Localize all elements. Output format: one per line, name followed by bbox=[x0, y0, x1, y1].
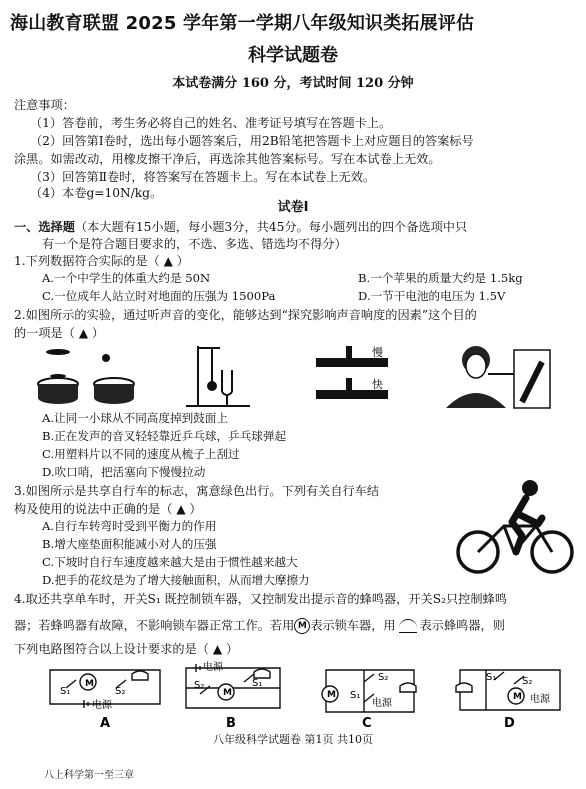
question-2-option-b: B.正在发声的音叉轻轻靠近乒乓球，乒乓球弹起 bbox=[42, 429, 287, 443]
question-1-option-b: B.一个苹果的质量大约是 1.5kg bbox=[358, 271, 523, 285]
notice-item-2-line-1: （2）回答第Ⅰ卷时，选出每小题答案后，用2B铅笔把答题卡上对应题目的答案标号 bbox=[30, 134, 474, 148]
part-intro-line-1 bbox=[14, 220, 467, 234]
circuit-c-label: C bbox=[362, 716, 372, 731]
exam-info: 本试卷满分 160 分，考试时间 120 分钟 bbox=[172, 76, 414, 91]
circuit-d-label: D bbox=[504, 716, 515, 731]
cyclist-icon bbox=[456, 478, 576, 578]
buzzer-symbol-icon bbox=[399, 619, 417, 633]
question-2-figures bbox=[0, 342, 586, 412]
section-heading: 试卷Ⅰ bbox=[277, 200, 309, 215]
question-2-stem-line-1: 2.如图所示的实验，通过听声音的变化，能够达到“探究影响声音响度的因素”这个目的 bbox=[14, 308, 477, 322]
question-3-stem-line-1: 3.如图所示是共享自行车的标志，寓意绿色出行。下列有关自行车结 bbox=[14, 484, 380, 498]
paren-close: ） bbox=[172, 254, 189, 268]
question-1-option-a: A.一个中学生的体重大约是 50N bbox=[42, 271, 211, 285]
circuit-c-s2: S₂ bbox=[378, 672, 389, 683]
circuit-a-motor: M bbox=[85, 679, 94, 689]
comb-scrape-figure bbox=[316, 345, 388, 399]
circuit-c bbox=[322, 670, 416, 712]
question-2-option-c: C.用塑料片以不同的速度从梳子上刮过 bbox=[42, 447, 240, 461]
circuit-d-s1: S₁ bbox=[486, 672, 497, 683]
paren-close: ） bbox=[222, 642, 239, 656]
answer-mark-icon: ▲ bbox=[176, 502, 186, 516]
circuit-b-s1: S₁ bbox=[252, 678, 263, 689]
question-3-option-b: B.增大座垫面积能减小对人的压强 bbox=[42, 537, 217, 551]
question-1-stem bbox=[14, 254, 189, 269]
circuit-b-motor: M bbox=[223, 688, 232, 698]
circuit-d-power: 电源 bbox=[530, 694, 550, 705]
circuit-b-power: 电源 bbox=[203, 662, 223, 673]
circuit-a-power: 电源 bbox=[92, 700, 112, 711]
circuit-a-s1: S₁ bbox=[60, 686, 71, 697]
answer-mark-icon: ▲ bbox=[163, 254, 173, 268]
question-2-stem-line-2 bbox=[14, 326, 104, 341]
question-3-option-c: C.下坡时自行车速度越来越大是由于惯性越来越大 bbox=[42, 555, 298, 569]
circuit-a-s2: S₂ bbox=[115, 686, 126, 697]
part-intro-line-2: 有一个是符合题目要求的，不选、多选、错选均不得分） bbox=[42, 237, 347, 251]
drum-ball-figure bbox=[38, 349, 134, 404]
tuning-fork-figure bbox=[186, 346, 250, 406]
circuit-b-label: B bbox=[226, 716, 236, 731]
footer-note: 八上科学第一至三章 bbox=[44, 770, 134, 781]
question-4-text-3: 下列电路图符合以上设计要求的是（ bbox=[14, 642, 213, 656]
question-4-text-a: 器；若蜂鸣器有故障，不影响锁车器正常工作。若用 bbox=[14, 618, 295, 633]
notice-item-4: （4）本卷g=10N/kg。 bbox=[30, 186, 163, 200]
notice-heading: 注意事项： bbox=[14, 98, 75, 112]
exam-subtitle: 科学试题卷 bbox=[248, 45, 338, 66]
question-2-option-d: D.吹口哨，把活塞向下慢慢拉动 bbox=[42, 465, 206, 479]
question-1-option-d: D.一节干电池的电压为 1.5V bbox=[358, 289, 506, 303]
circuit-c-power: 电源 bbox=[372, 698, 392, 709]
page-footer: 八年级科学试题卷 第1页 共10页 bbox=[213, 733, 373, 746]
question-3-text: 构及使用的说法中正确的是（ bbox=[14, 502, 177, 516]
circuit-a-label: A bbox=[100, 716, 111, 731]
question-4-text-b: 表示锁车器，用 bbox=[310, 618, 396, 633]
question-4-stem-line-3 bbox=[14, 642, 238, 657]
question-3-option-a: A.自行车转弯时受到平衡力的作用 bbox=[42, 519, 217, 533]
question-3-stem-line-2 bbox=[14, 502, 202, 517]
question-3-option-d: D.把手的花纹是为了增大接触面积，从而增大摩擦力 bbox=[42, 573, 310, 587]
question-2-text: 的一项是（ bbox=[14, 326, 79, 340]
question-1-option-c: C.一位成年人站立时对地面的压强为 1500Pa bbox=[42, 289, 276, 303]
circuit-c-s1: S₁ bbox=[350, 690, 361, 701]
motor-symbol-icon: M bbox=[294, 618, 310, 634]
question-4-stem-line-1: 4.取还共享单车时，开关S₁ 既控制锁车器，又控制发出提示音的蜂鸣器，开关S₂只控制蜂鸣 bbox=[14, 592, 507, 606]
notice-item-3: （3）回答第Ⅱ卷时，将答案写在答题卡上。写在本试卷上无效。 bbox=[30, 170, 376, 184]
part-label: 一、选择题 bbox=[14, 220, 75, 234]
answer-mark-icon: ▲ bbox=[78, 326, 89, 340]
part-desc-1: （本大题有15小题，每小题3分，共45分。每小题列出的四个备选项中只 bbox=[74, 220, 468, 234]
question-4-stem-line-2 bbox=[14, 618, 505, 634]
question-1-text: 1.下列数据符合实际的是（ bbox=[14, 254, 164, 268]
circuit-b-s2: S₂ bbox=[194, 680, 205, 691]
notice-item-2-line-2: 涂黑。如需改动，用橡皮擦干净后，再选涂其他答案标号。写在本试卷上无效。 bbox=[14, 152, 441, 166]
answer-mark-icon: ▲ bbox=[212, 642, 223, 656]
circuit-d-s2: S₂ bbox=[522, 676, 533, 687]
notice-item-1: （1）答卷前，考生务必将自己的姓名、准考证号填写在答题卡上。 bbox=[30, 116, 392, 130]
circuit-diagrams bbox=[0, 660, 586, 732]
circuit-d-motor: M bbox=[513, 692, 522, 702]
question-2-option-a: A.让同一小球从不同高度掉到鼓面上 bbox=[42, 411, 228, 425]
paren-close: ） bbox=[185, 502, 202, 516]
whistle-person-figure bbox=[446, 346, 550, 408]
paren-close: ） bbox=[88, 326, 105, 340]
exam-title: 海山教育联盟 2025 学年第一学期八年级知识类拓展评估 bbox=[10, 13, 475, 34]
question-4-text-c: 表示蜂鸣器，则 bbox=[419, 618, 505, 633]
fast-label: 快 bbox=[372, 378, 383, 391]
circuit-c-motor: M bbox=[327, 690, 336, 700]
slow-label: 慢 bbox=[372, 346, 383, 359]
